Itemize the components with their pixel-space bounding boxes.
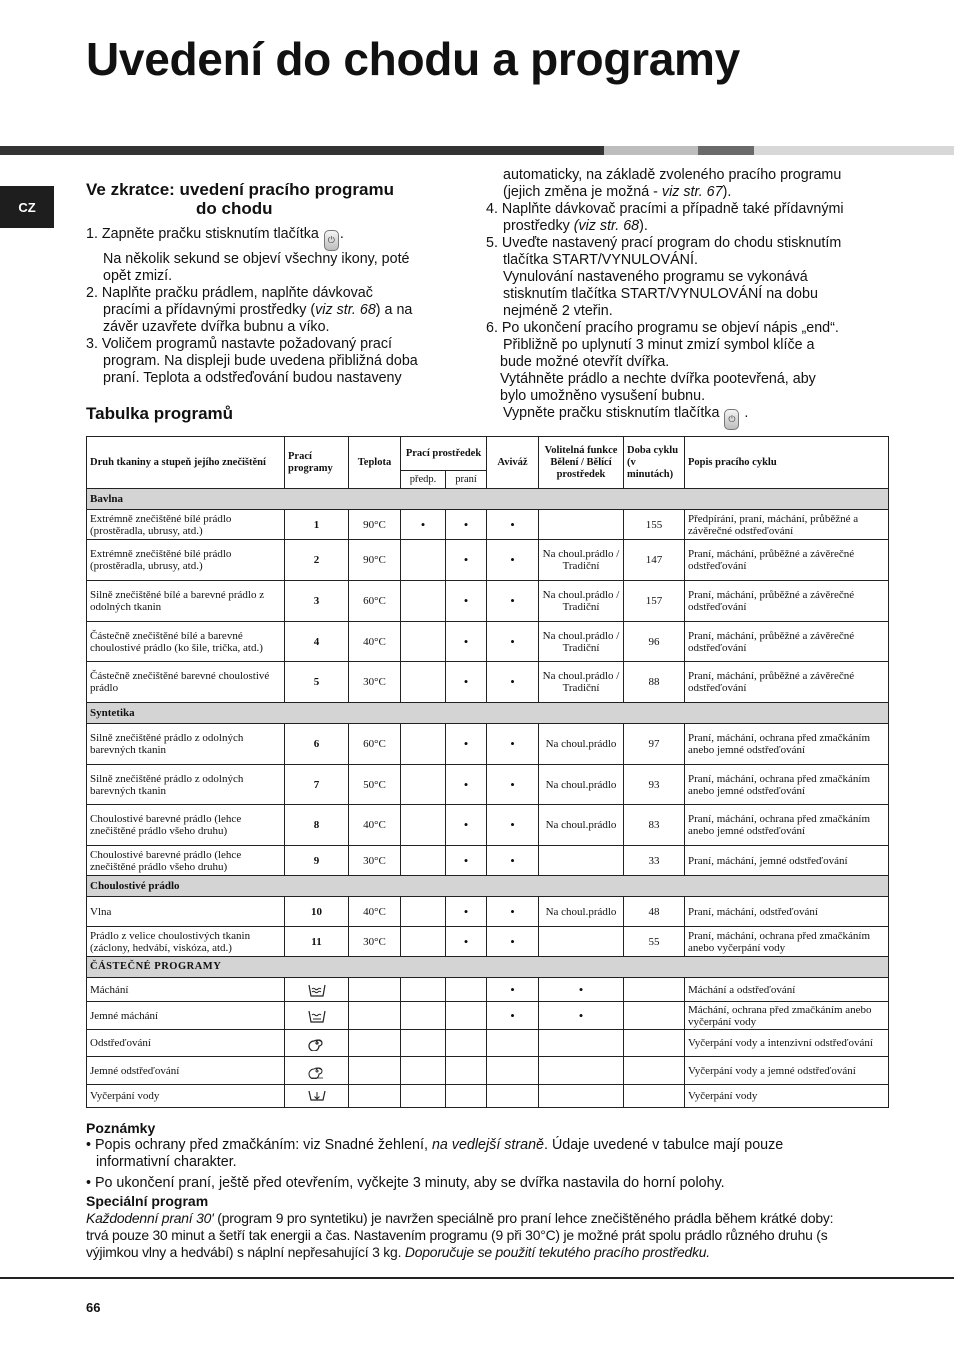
category-row-synthetic: Syntetika (87, 703, 889, 724)
table-row: Extrémně znečištěné bílé prádlo (prostěradla, ubrusy, atd.) 1 90°C • • • 155 Předpírání, praní, máchání, průběžné a závěrečné odstřeďování (87, 510, 889, 540)
table-row: Částečně znečištěné barevné choulostivé prádlo 5 30°C • • Na choul.prádlo / Tradiční 88 Praní, máchání, průběžné a závěrečné odstřeďování (87, 662, 889, 703)
table-row: Extrémně znečištěné bílé prádlo (prostěradla, ubrusy, atd.) 2 90°C • • Na choul.prádlo / Tradiční 147 Praní, máchání, průběžné a závěrečné odstřeďování (87, 540, 889, 581)
header-prewash: předp. (401, 471, 446, 489)
table-row: Jemné odstřeďování Vyčerpání vody a jemné odstřeďování (87, 1057, 889, 1085)
program-table-heading: Tabulka programů (86, 404, 234, 423)
table-row: Vlna 10 40°C • • Na choul.prádlo 48 Praní, máchání, odstřeďování (87, 897, 889, 927)
notes-text: • Popis ochrany před zmačkáním: viz Snadné žehlení, na vedlejší straně. Údaje uvedené v tabulce mají pouze informativní charakter. • Po ukončení praní, ještě před otevřením, vyčkejte 3 minuty, aby se dvířka nastavila do horní polohy. (86, 1137, 784, 1191)
category-row-cotton: Bavlna (87, 489, 889, 510)
table-row: Jemné máchání • • Máchání, ochrana před zmačkáním anebo vyčerpání vody (87, 1002, 889, 1030)
table-row: Odstřeďování Vyčerpání vody a intenzivní odstřeďování (87, 1030, 889, 1057)
quick-start-steps-right: automaticky, na základě zvoleného pracího programu (jejich změna je možná - viz str. 67). 4. Naplňte dávkovač pracími a případně také přídavnými prostředky (viz str. 68). 5. Uveďte nastavený prací program do chodu stisknutím tlačítka START/VYNULOVÁNÍ. Vynulování nastaveného programu se vykonává stisknutím tlačítka START/VYNULOVÁNÍ na dobu nejméně 2 vteřin. 6. Po ukončení pracího programu se objeví nápis „end“. Přibližně po uplynutí 3 minut zmizí symbol klíče a bude možné otevřít dvířka. Vytáhněte prádlo a nechte dvířka pootevřená, aby bylo umožněno vysušení bubnu. Vypněte pračku stisknutím tlačítka ⏻ . (486, 167, 844, 430)
category-row-partial: ČÁSTEČNÉ PROGRAMY (87, 957, 889, 978)
table-row: Silně znečištěné prádlo z odolných barevných tkanin 6 60°C • • Na choul.prádlo 97 Praní, máchání, ochrana před zmačkáním anebo jemné odstřeďování (87, 724, 889, 765)
table-row: Choulostivé barevné prádlo (lehce znečištěné prádlo všeho druhu) 9 30°C • • 33 Praní, máchání, jemné odstřeďování (87, 846, 889, 876)
header-softener: Aviváž (487, 437, 539, 489)
header-description: Popis pracího cyklu (685, 437, 889, 489)
drain-icon (307, 1088, 327, 1104)
page-number: 66 (86, 1300, 101, 1315)
gentle-rinse-icon (307, 1008, 327, 1024)
header-fabric: Druh tkaniny a stupeň jejího znečištění (87, 437, 285, 489)
header-bleach: Volitelná funkce Bělení / Bělící prostředek (539, 437, 624, 489)
language-tab: CZ (0, 186, 54, 228)
page-title: Uvedení do chodu a programy (86, 33, 740, 85)
quick-start-heading: Ve zkratce: uvedení pracího programu do chodu (86, 180, 394, 218)
table-row: Choulostivé barevné prádlo (lehce znečištěné prádlo všeho druhu) 8 40°C • • Na choul.prádlo 83 Praní, máchání, ochrana před zmačkáním anebo jemné odstřeďování (87, 805, 889, 846)
table-row: Silně znečištěné bílé a barevné prádlo z odolných tkanin 3 60°C • • Na choul.prádlo / Tradiční 157 Praní, máchání, průběžné a závěrečné odstřeďování (87, 581, 889, 622)
special-program-text: Každodenní praní 30' (program 9 pro syntetiku) je navržen speciálně pro praní lehce znečištěného prádla během krátké doby: trvá pouze 30 minut a šetří tak energii a čas. Nastavením programu (9 při 30°C) je možné prát spolu prádlo různého druhu (s výjimkou vlny a hedvábí) s náplní nepřesahující 3 kg. Doporučuje se použití tekutého pracího prostředku. (86, 1210, 834, 1260)
program-table (86, 436, 889, 1108)
power-button-icon: ⏻ (324, 230, 339, 251)
header-duration: Doba cyklu (v minutách) (624, 437, 685, 489)
spin-icon (307, 1035, 327, 1051)
header-temperature: Teplota (349, 437, 401, 489)
rinse-icon (307, 982, 327, 998)
gentle-spin-icon (307, 1063, 327, 1079)
header-detergents: Prací prostředek (401, 437, 487, 471)
table-row: Prádlo z velice choulostivých tkanin (záclony, hedvábí, viskóza, atd.) 11 30°C • • 55 Praní, máchání, ochrana před zmačkáním anebo vyčerpání vody (87, 927, 889, 957)
category-row-delicate: Choulostivé prádlo (87, 876, 889, 897)
table-row: Vyčerpání vody Vyčerpání vody (87, 1085, 889, 1108)
power-button-icon: ⏻ (724, 409, 739, 430)
notes-heading: Poznámky (86, 1120, 156, 1136)
table-row: Silně znečištěné prádlo z odolných barevných tkanin 7 50°C • • Na choul.prádlo 93 Praní, máchání, ochrana před zmačkáním anebo jemné odstřeďování (87, 765, 889, 805)
header-color-bar (0, 146, 954, 155)
header-wash: praní (446, 471, 487, 489)
quick-start-steps-left: 1. Zapněte pračku stisknutím tlačítka ⏻ . Na několik sekund se objeví všechny ikony, poté opět zmizí. 2. Naplňte pračku prádlem, naplňte dávkovač pracími a přídavnými prostředky (viz str. 68) a na závěr uzavřete dvířka bubnu a víko. 3. Voličem programů nastavte požadovaný prací program. Na displeji bude uvedena přibližná doba praní. Teplota a odstřeďování budou nastaveny (86, 226, 418, 386)
header-programs: Prací programy (285, 437, 349, 489)
special-program-heading: Speciální program (86, 1193, 209, 1209)
footer-rule (0, 1277, 954, 1279)
table-row: Částečně znečištěné bílé a barevné choulostivé prádlo (ko šile, trička, atd.) 4 40°C • • Na choul.prádlo / Tradiční 96 Praní, máchání, průběžné a závěrečné odstřeďování (87, 622, 889, 662)
table-row: Máchání • • Máchání a odstřeďování (87, 978, 889, 1002)
